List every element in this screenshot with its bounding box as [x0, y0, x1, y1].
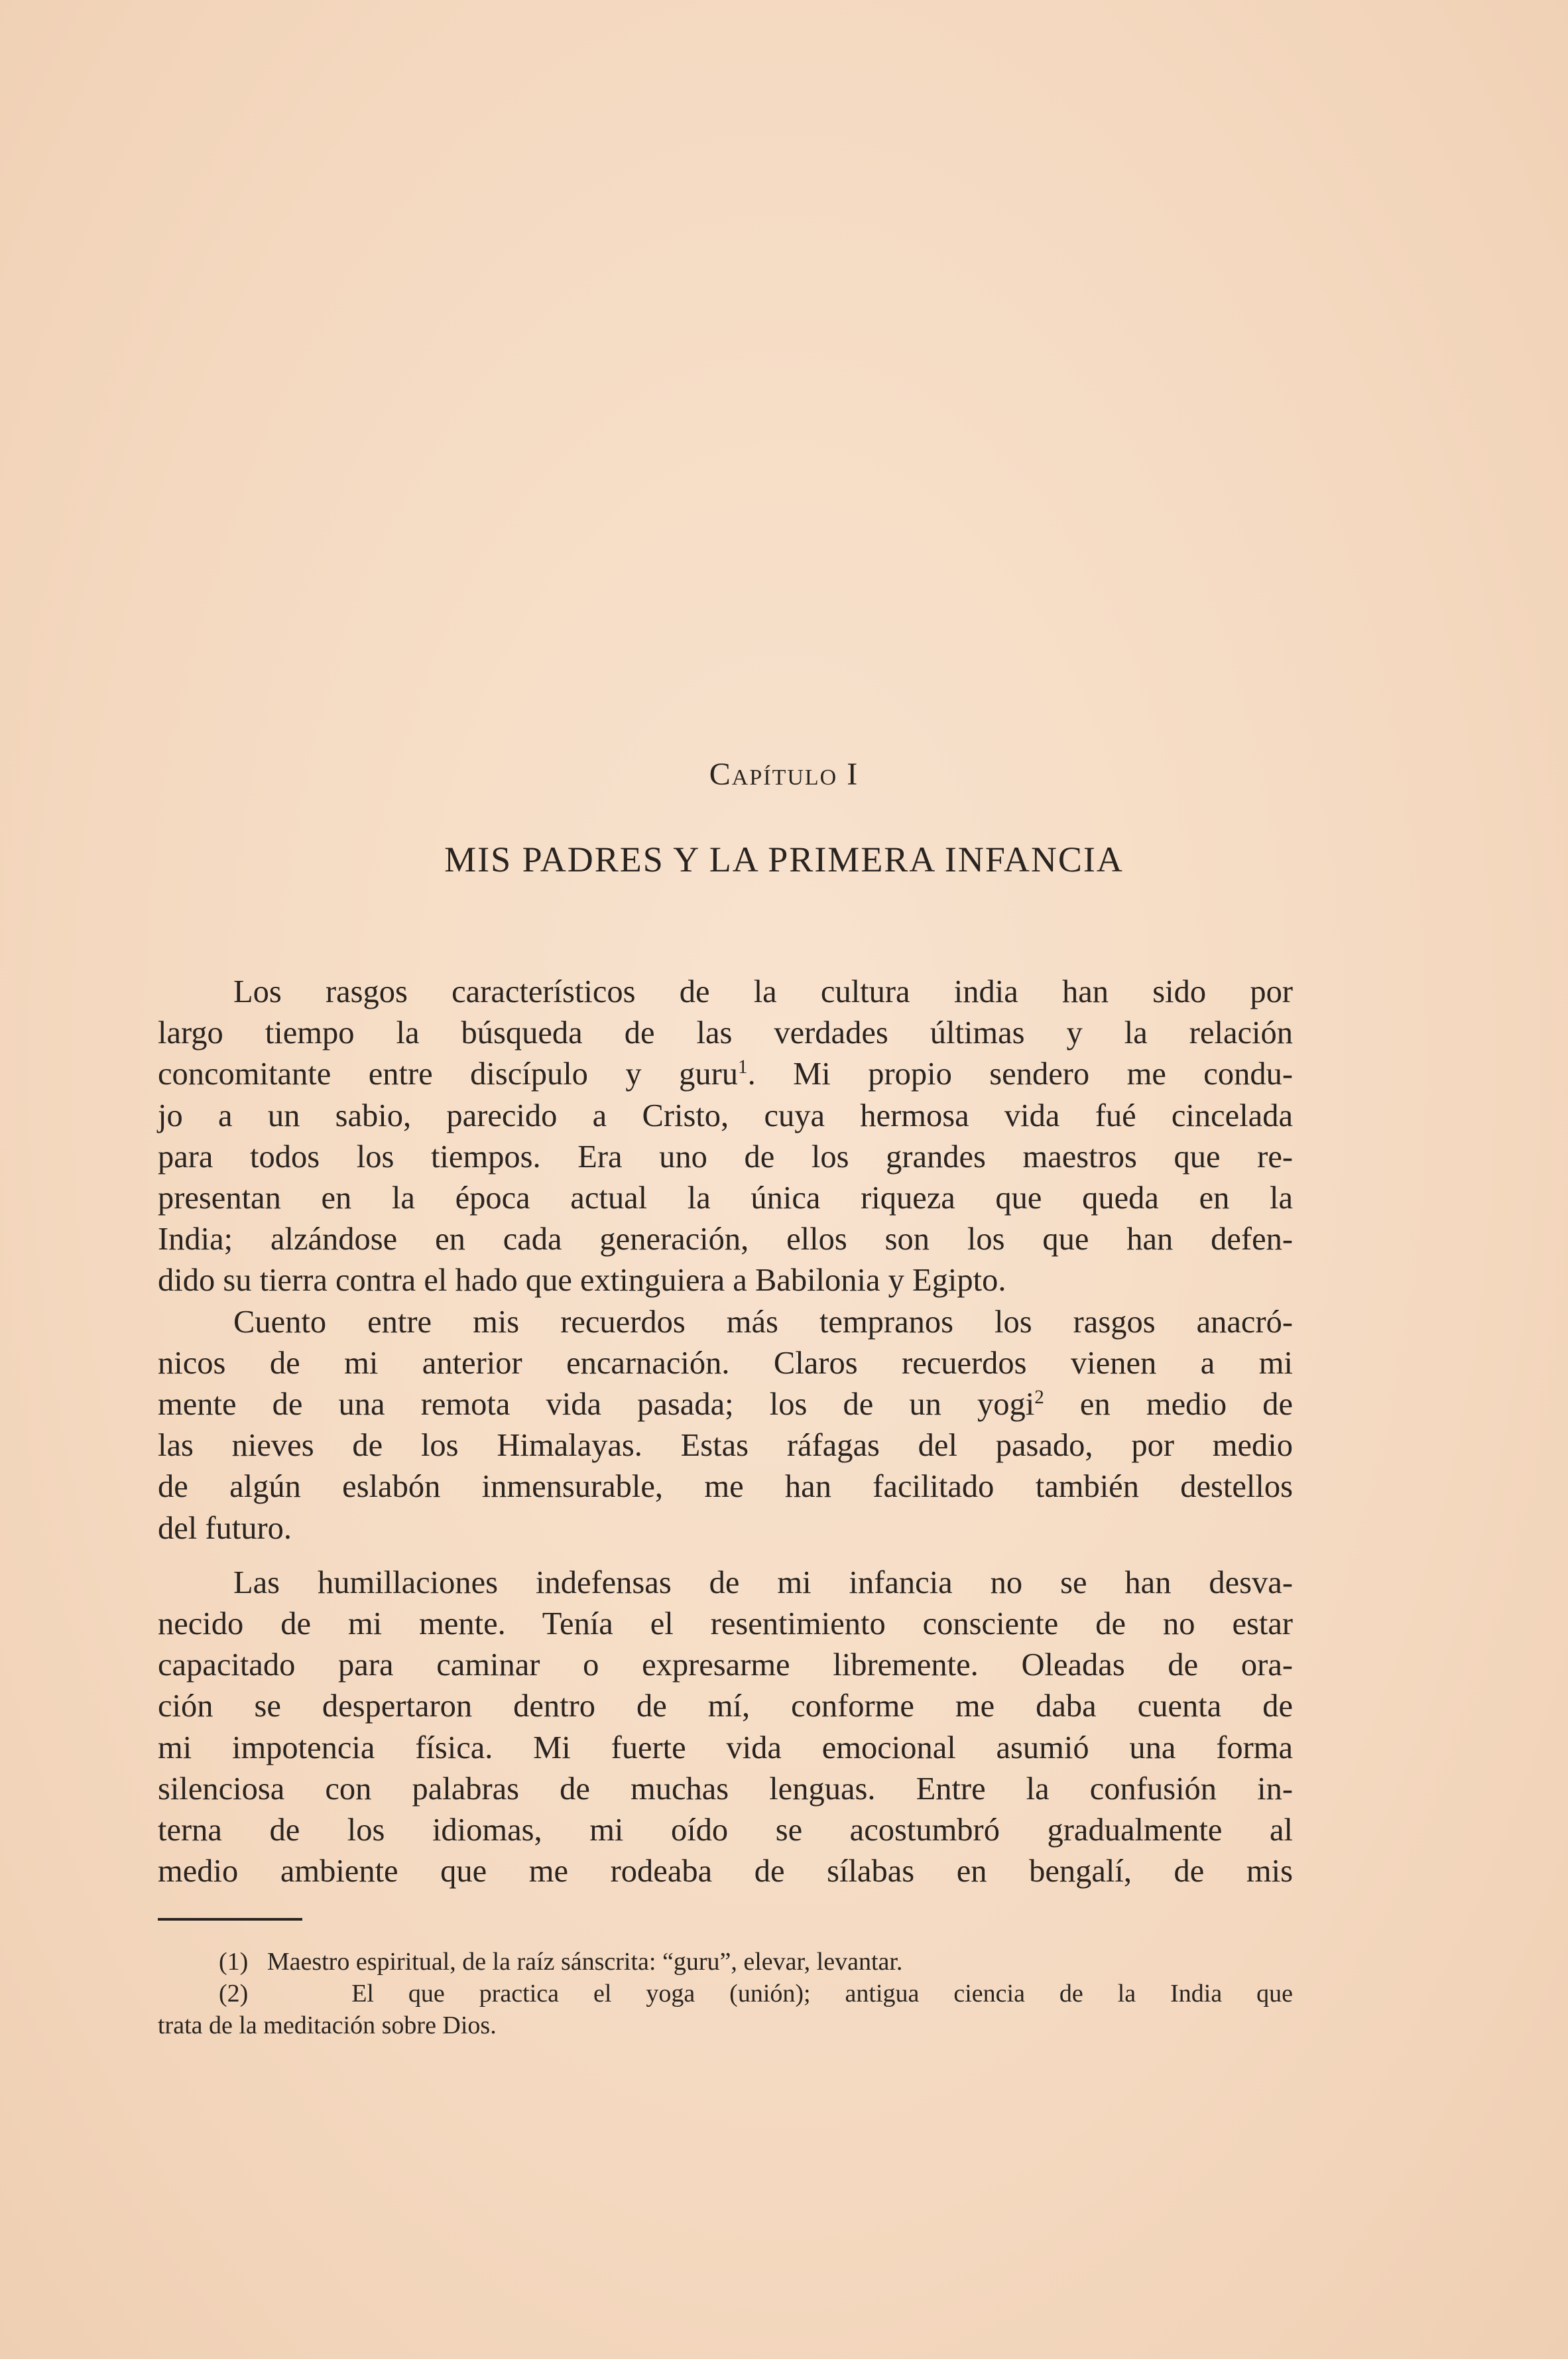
text-line: presentan en la época actual la única riqueza que queda en la: [158, 1180, 1293, 1216]
text-fragment: concomitante entre discípulo y guru: [158, 1056, 739, 1092]
footnote-text: El que practica el yoga (unión); antigua ciencia de la India que: [351, 1980, 1294, 2008]
text-line: Los rasgos característicos de la cultura india han sido por: [233, 974, 1293, 1009]
paragraph-1: [158, 972, 1293, 1302]
footnote-ref: 1: [738, 1056, 748, 1078]
text-line: las nieves de los Himalayas. Estas ráfagas del pasado, por medio: [158, 1428, 1293, 1464]
text-line: dido su tierra contra el hado que extinguiera a Babilonia y Egipto.: [158, 1263, 1006, 1299]
footnote-2: [158, 1978, 1293, 2009]
text-line: medio ambiente que me rodeaba de sílabas en bengalí, de mis: [158, 1854, 1293, 1889]
footnotes: [158, 1946, 1293, 2041]
footnote-2-continued: trata de la meditación sobre Dios.: [158, 2011, 497, 2039]
text-line: [158, 1054, 1293, 1095]
text-line: capacitado para caminar o expresarme libremente. Oleadas de ora-: [158, 1647, 1293, 1683]
text-fragment: . Mi propio sendero me condu-: [747, 1056, 1293, 1092]
footnote-ref: 2: [1034, 1386, 1044, 1408]
paragraph-gap: [158, 1549, 1293, 1562]
paragraph-3: [158, 1562, 1293, 1893]
text-line: jo a un sabio, parecido a Cristo, cuya hermosa vida fué cincelada: [158, 1098, 1293, 1133]
body-text: [158, 972, 1293, 1892]
footnote-marker: (1): [219, 1948, 249, 1976]
text-line: Las humillaciones indefensas de mi infancia no se han desva-: [233, 1564, 1293, 1600]
text-line: para todos los tiempos. Era uno de los grandes maestros que re-: [158, 1139, 1293, 1175]
footnote-1: [158, 1946, 1293, 1978]
text-line: [158, 1384, 1293, 1425]
text-line: necido de mi mente. Tenía el resentimiento consciente de no estar: [158, 1606, 1293, 1642]
text-line: ción se despertaron dentro de mí, conforme me daba cuenta de: [158, 1689, 1293, 1724]
text-line: de algún eslabón inmensurable, me han facilitado también destellos: [158, 1469, 1293, 1505]
footnote-marker: (2): [219, 1980, 249, 2008]
text-line: nicos de mi anterior encarnación. Claros recuerdos vienen a mi: [158, 1345, 1293, 1381]
chapter-label: Capítulo I: [709, 757, 859, 792]
text-line: largo tiempo la búsqueda de las verdades últimas y la relación: [158, 1015, 1293, 1051]
paragraph-2: [158, 1302, 1293, 1549]
footnote-divider: [158, 1918, 302, 1921]
text-line: silenciosa con palabras de muchas lenguas. Entre la confusión in-: [158, 1771, 1293, 1807]
text-fragment: mente de una remota vida pasada; los de un yogi: [158, 1387, 1035, 1423]
text-line: mi impotencia física. Mi fuerte vida emocional asumió una forma: [158, 1730, 1293, 1765]
footnote-text: Maestro espiritual, de la raíz sánscrita: “guru”, elevar, levantar.: [267, 1948, 903, 1976]
text-line: India; alzándose en cada generación, ellos son los que han defen-: [158, 1222, 1293, 1257]
text-line: Cuento entre mis recuerdos más tempranos los rasgos anacró-: [233, 1304, 1293, 1340]
text-line: del futuro.: [158, 1510, 292, 1546]
text-fragment: en medio de: [1044, 1387, 1293, 1423]
text-line: terna de los idiomas, mi oído se acostumbró gradualmente al: [158, 1813, 1293, 1848]
chapter-title: MIS PADRES Y LA PRIMERA INFANCIA: [444, 840, 1124, 879]
